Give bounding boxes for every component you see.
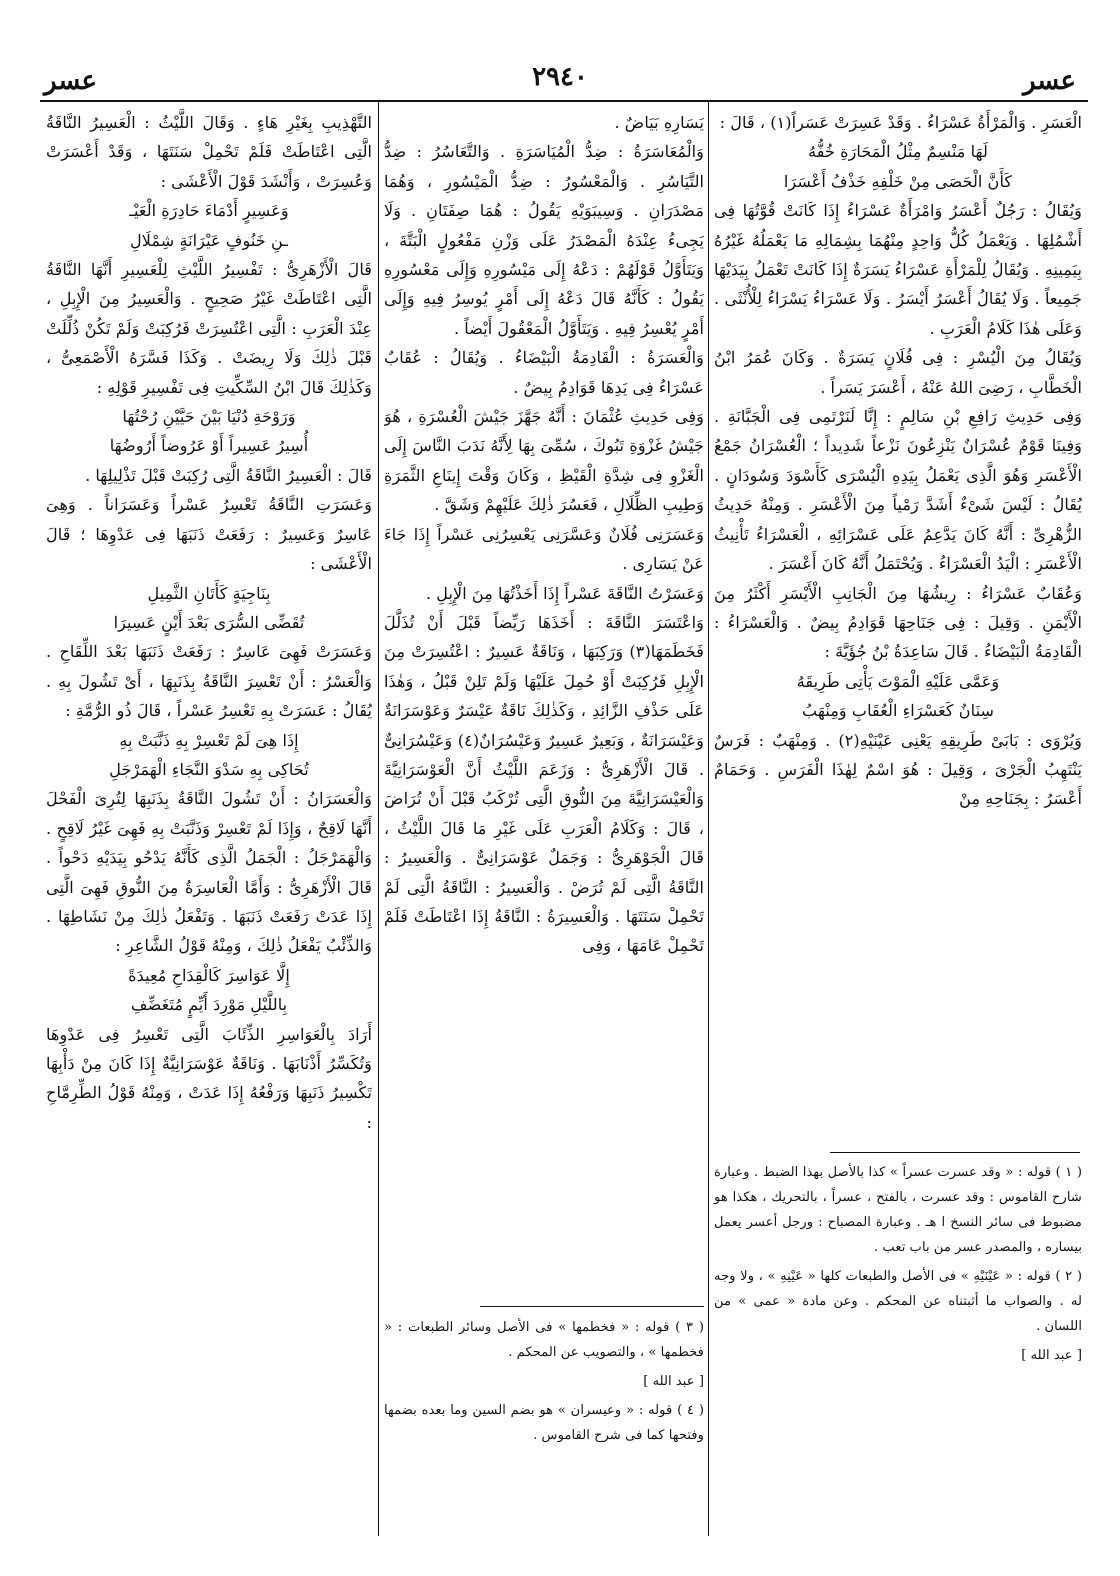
footnote-signature: [ عبد الله ] — [1021, 1348, 1082, 1363]
footnote: ( ٣ ) قوله : « فخطمها » فى الأصل وسائر الطبعات : « فخطمها » ، والتصويب عن المحكم . — [384, 1320, 704, 1360]
footnote-rule-right — [830, 1152, 1080, 1153]
paragraph: وَالْعَسَرَةُ : الْقَادِمَةُ الْبَيْضَاءُ . وَيُقَالُ : عُقَابٌ عَسْرَاءُ فِى يَدِهَا قَوَادِمُ بِيضٌ . — [384, 348, 704, 397]
column-divider-left — [378, 102, 379, 1536]
footnotes-right — [714, 1160, 1082, 1470]
column-left — [46, 108, 372, 1508]
page-number: ٢٩٤٠ — [532, 62, 588, 92]
paragraph: وَيُقَالُ مِنَ الْيُسْرِ : فِى فُلَانٍ يَسَرَةٌ . وَكَانَ عُمَرُ ابْنُ الْخَطَّابِ ، رَضِىَ اللهُ عَنْهُ ، أَعْسَرَ يَسَراً . — [714, 348, 1082, 397]
footnote-rule-middle — [480, 1306, 704, 1307]
paragraph: وَعَسَرْتُ النَّاقَةَ عَسْراً إِذَا أَخَذْتُهَا مِنَ الْإِبِلِ . — [425, 583, 704, 603]
header-rule — [40, 100, 1088, 102]
footnote: ( ٢ ) قوله : « عَيْنَيْهِ » فى الأصل والطبعات كلها « عَيْنِهِ » ، ولا وجه له . والصواب ما أثبتناه عن المحكم . وعن مادة « عمى » من اللسان . — [714, 1269, 1082, 1334]
poem-line: بِنَاجِيَةٍ كَأَتَانِ الثَّمِيلِ — [147, 583, 271, 603]
poem-line: لَهَا مَنْسِمٌ مِثْلُ الْمَحَارَةِ خُفُّهُ — [808, 142, 988, 162]
paragraph: وَعَسَرَتِ النَّاقَةُ تَعْسِرُ عَسْراً وَعَسَرَاناً . وَهِىَ عَاسِرٌ وَعَسِيرٌ : رَفَعَتْ ذَنَبَهَا فِى عَدْوِهَا ؛ قَالَ الْأَعْشَى : — [46, 495, 372, 574]
column-middle — [384, 108, 704, 1298]
header-left-word: عسر — [44, 66, 98, 96]
poem-line: بِاللَّيْلِ مَوْرِدَ أَيِّمٍ مُتَغَضِّفِ — [130, 995, 288, 1015]
poem-line: تُقَضِّى السُّرَى بَعْدَ أَيْنٍ عَسِيرَا — [113, 612, 305, 632]
column-divider-right — [708, 102, 709, 1536]
paragraph: قَالَ : الْعَسِيرُ النَّاقَةُ الَّتِى رُكِبَتْ قَبْلَ تَذْلِيلِهَا . — [85, 465, 372, 485]
poem-line: أُسِيرُ عَسِيراً أَوْ عَرُوضاً أَرُوضُهَا — [109, 436, 309, 456]
paragraph: وَعَسَرَتْ فَهِىَ عَاسِرٌ : رَفَعَتْ ذَنَبَهَا بَعْدَ اللِّقَاحِ . وَالْعَسْرُ : أَنْ تَعْسِرَ النَّاقَةُ بِذَنَبِهَا ، أَىْ تَشُولَ بِهِ . يُقَالُ : عَسَرَتْ بِهِ تَعْسِرُ عَسْراً ، قَالَ ذُو الرُّمَّةِ : — [46, 642, 372, 721]
paragraph: وَيُقَالُ : رَجُلٌ أَعْسَرُ وَامْرَأَةٌ عَسْرَاءُ إِذَا كَانَتْ قُوَّتُهَا فِى أَشْمُلِهَا . وَيَعْمَلُ كُلُّ وَاحِدٍ مِنْهُمَا بِشِمَالِهِ مَا يَعْمَلُهُ غَيْرُهُ بِيَمِينِهِ . وَيُقَالُ لِلْمَرْأَةِ عَسْرَاءُ يَسَرَةٌ إِذَا كَانَتْ تَعْمَلُ بِيَدَيْهَا جَمِيعاً . وَلَا يُقَالُ أَعْسَرُ أَيْسَرُ . وَلَا عَسْرَاءُ يَسْرَاءُ لِلْأُنْثَى . وَعَلَى هٰذَا كَلَامُ الْعَرَبِ . — [714, 201, 1082, 338]
footnotes-middle — [384, 1315, 704, 1465]
paragraph: الْعَسَرِ . وَالْمَرْأَةُ عَسْرَاءُ . وَقَدْ عَسِرَتْ عَسَراً(١) ، قَالَ : — [719, 113, 1082, 132]
column-right — [714, 108, 1082, 1138]
paragraph: وَفِى حَدِيثِ رَافِعِ بْنِ سَالِمٍ : إِنَّا لَنَرْتَمِى فِى الْجَبَّانَةِ . وَفِينَا قَوْمٌ عُسْرَانٌ يَنْزِعُونَ نَزْعاً شَدِيداً ؛ الْعُسْرَانُ جَمْعُ الْأَعْسَرِ وَهُوَ الَّذِى يَعْمَلُ بِيَدِهِ الْيُسْرَى كَأَسْوَدَ وَسُودَانٍ . يُقَالُ : لَيْسَ شَىْءٌ أَشَدَّ رَمْياً مِنَ الْأَعْسَرِ . وَمِنْهُ حَدِيثُ الزُّهْرِىِّ : أَنَّهُ كَانَ يَدَّعِمُ عَلَى عَسْرَائِهِ ، الْعَسْرَاءُ تَأْنِيثُ الْأَعْسَرِ : الْيَدُ الْعَسْرَاءُ . وَيُحْتَمَلُ أَنَّهُ كَانَ أَعْسَرَ . — [714, 407, 1082, 574]
paragraph: وَيُرْوَى : بَابَىْ طَرِيقِهِ يَعْنِى عَيْنَيْهِ(٢) . وَمِنْهَبٌ : فَرَسٌ يَنْتَهِبُ الْجَرْىَ ، وَقِيلَ : هُوَ اسْمٌ لِهٰذَا الْفَرَسِ . وَحَمَامٌ أَعْسَرُ : بِجَنَاحِهِ مِنْ — [714, 730, 1082, 809]
paragraph: وَعُقَابٌ عَسْرَاءُ : رِيشُهَا مِنَ الْجَانِبِ الْأَيْسَرِ أَكْثَرُ مِنَ الْأَيْمَنِ . وَقِيلَ : فِى جَنَاحِهَا قَوَادِمُ بِيضٌ . وَالْعَسْرَاءُ : الْقَادِمَةُ الْبَيْضَاءُ . قَالَ سَاعِدَةُ بْنُ جُؤَيَّةَ : — [714, 583, 1082, 662]
poem-line: إِلَّا عَوَاسِرَ كَالْقِدَاحِ مُعِيدَةً — [128, 965, 290, 985]
poem-line: إِذَا هِىَ لَمْ تَعْسِرْ بِهِ ذَنَّبَتْ بِهِ — [119, 730, 299, 750]
paragraph: وَفِى حَدِيثِ عُثْمَانَ : أَنَّهُ جَهَّزَ جَيْشَ الْعُسْرَةِ ، هُوَ جَيْشُ غَزْوَةِ تَبُوكَ ، سُمِّىَ بِهَا لِأَنَّهُ نَدَبَ النَّاسَ إِلَى الْغَزْوِ فِى شِدَّةِ الْقَيْظِ ، وَكَانَ وَقْتَ إِينَاعِ الثَّمَرَةِ وَطِيبِ الظِّلَالِ ، فَعَسُرَ ذٰلِكَ عَلَيْهِمْ وَشَقَّ . — [384, 407, 704, 515]
poem-line: سِنَانٌ كَعَسْرَاءِ الْعُقَابِ وَمِنْهَبُ — [801, 701, 995, 721]
paragraph: وَالْعَسَرَانُ : أَنْ تَشُولَ النَّاقَةُ بِذَنَبِهَا لِتُرِىَ الْفَحْلَ أَنَّهَا لَاقِحٌ ، وَإِذَا لَمْ تَعْسِرْ وَذَنَّبَتْ بِهِ فَهِىَ غَيْرُ لَاقِحٍ . وَالْهَمَرْجَلُ : الْجَمَلُ الَّذِى كَأَنَّهُ يَدْحُو بِيَدَيْهِ دَحْواً . قَالَ الْأَزْهَرِىُّ : وَأَمَّا الْعَاسِرَةُ مِنَ النُّوقِ فَهِىَ الَّتِى إِذَا عَدَتْ رَفَعَتْ ذَنَبَهَا . وَتَفْعَلُ ذٰلِكَ مِنْ نَشَاطِهَا . وَالذِّئْبُ يَفْعَلُ ذٰلِكَ ، وَمِنْهُ قَوْلُ الشَّاعِرِ : — [46, 789, 372, 956]
footnote-signature: [ عبد الله ] — [643, 1374, 704, 1389]
poem-line: تُحَاكِى بِهِ سَدْوَ النَّجَاءِ الْهَمَرْجَلِ — [109, 759, 309, 779]
poem-line: كَأَنَّ الْحَصَى مِنْ خَلْفِهِ خَذْفُ أَعْسَرَا — [783, 171, 1013, 191]
paragraph: أَرَادَ بِالْعَوَاسِرِ الذِّئَابَ الَّتِى تَعْسِرُ فِى عَدْوِهَا وَتُكَسِّرُ أَذْنَابَهَا . وَنَاقَةٌ عَوْسَرَانِيَّةٌ إِذَا كَانَ مِنْ دَأْبِهَا تَكْسِيرُ ذَنَبِهَا وَرَفْعُهُ إِذَا عَدَتْ ، وَمِنْهُ قَوْلُ الطِّرِمَّاحِ : — [46, 1024, 372, 1132]
paragraph: التَّهْذِيبِ بِغَيْرِ هَاءٍ . وَقَالَ اللَّيْثُ : الْعَسِيرُ النَّاقَةُ الَّتِى اعْتَاطَتْ فَلَمْ تَحْمِلْ سَنَتَهَا ، وَقَدْ أَعْسَرَتْ وَعُسِرَتْ ، وَأَنْشَدَ قَوْلَ الْأَعْشَى : — [46, 113, 372, 191]
poem-line: وَعَسِيرٍ أَدْمَاءَ حَادِرَةِ الْعَيْـ — [129, 201, 289, 221]
footnote: ( ١ ) قوله : « وقد عسرت عسراً » كذا بالأصل بهذا الضبط . وعبارة شارح القاموس : وقد عسرت ، بالفتح ، عسراً ، بالتحريك ، هكذا هو مضبوط فى سائر النسخ ا هـ . وعبارة المصباح : ورجل أعسر يعمل بيساره ، والمصدر عسر من باب تعب . — [714, 1165, 1082, 1255]
paragraph: وَالْمُعَاسَرَةُ : ضِدُّ الْمُيَاسَرَةِ . وَالتَّعَاسُرُ : ضِدُّ التَّيَاسُرِ . وَالْمَعْسُورُ : ضِدُّ الْمَيْسُورِ ، وَهُمَا مَصْدَرَانِ . وَسِيبَوَيْهِ يَقُولُ : هُمَا صِفَتَانِ . وَلَا يَجِىءُ عِنْدَهُ الْمَصْدَرُ عَلَى وَزْنِ مَفْعُولٍ الْبَتَّةَ ، وَيَتَأَوَّلُ قَوْلَهُمْ : دَعْهُ إِلَى مَيْسُورِهِ وَإِلَى مَعْسُورِهِ يَقُولُ : كَأَنَّهُ قَالَ دَعْهُ إِلَى أَمْرٍ يُوسِرُ فِيهِ وَإِلَى أَمْرٍ يُعْسِرُ فِيهِ . وَيَتَأَوَّلُ الْمَعْقُولَ أَيْضاً . — [384, 142, 704, 338]
poem-line: ـنِ خَنُوفٍ عَيْرَانَةٍ شِمْلَالِ — [129, 230, 289, 250]
paragraph: وَعَسَرَنِى فُلَانٌ وَعَسَّرَنِى يَعْسِرُنِى عَسْراً إِذَا جَاءَ عَنْ يَسَارِى . — [384, 524, 704, 574]
paragraph: وَاعْتَسَرَ النَّاقَةَ : أَخَذَهَا رَيِّضاً قَبْلَ أَنْ تُذَلَّلَ فَخَطَمَهَا(٣) وَرَكِبَهَا ، وَنَاقَةٌ عَسِيرٌ : اعْتُسِرَتْ مِنَ الْإِبِلِ فَرُكِبَتْ أَوْ حُمِلَ عَلَيْهَا وَلَمْ تَلِنْ قَبْلُ ، وَهٰذَا عَلَى حَذْفِ الزَّائِدِ ، وَكَذٰلِكَ نَاقَةٌ عَيْسَرٌ وَعَوْسَرَانَةٌ وَعَيْسَرَانَةٌ ، وَبَعِيرٌ عَسِيرٌ وَعَيْسُرَانٌ(٤) وَعَيْسُرَانِىٌّ . قَالَ الْأَزْهَرِىُّ : وَزَعَمَ اللَّيْثُ أَنَّ الْعَوْسَرَانِيَّةَ وَالْعَيْسَرَانِيَّةَ مِنَ النُّوقِ الَّتِى تُرْكَبُ قَبْلَ أَنْ تُرَاضَ ، قَالَ : وَكَلَامُ الْعَرَبِ عَلَى غَيْرِ مَا قَالَ اللَّيْثُ ، قَالَ الْجَوْهَرِىُّ : وَجَمَلٌ عَوْسَرَانِىٌّ . وَالْعَسِيرُ : النَّاقَةُ الَّتِى لَمْ تُرَضْ . وَالْعَسِيرُ : النَّاقَةُ الَّتِى لَمْ تَحْمِلْ سَنَتَهَا . وَالْعَسِيرَةُ : النَّاقَةُ إِذَا اعْتَاطَتْ فَلَمْ تَحْمِلْ عَامَهَا ، وَفِى — [384, 612, 704, 956]
page-header — [30, 62, 1090, 102]
poem-line: وَرَوْحَةِ دُنْيَا بَيْنَ حَيَّيْنِ رُحْتُهَا — [122, 407, 296, 427]
footnote: ( ٤ ) قوله : « وعيسران » هو بضم السين وما بعده بضمها وفتحها كما فى شرح القاموس . — [384, 1403, 704, 1443]
paragraph: قَالَ الْأَزْهَرِىُّ : تَفْسِيرُ اللَّيْثِ لِلْعَسِيرِ أَنَّهَا النَّاقَةُ الَّتِى اعْتَاطَتْ غَيْرُ صَحِيحٍ . وَالْعَسِيرُ مِنَ الْإِبِلِ ، عِنْدَ الْعَرَبِ : الَّتِى اعْتُسِرَتْ فَرُكِبَتْ وَلَمْ تَكُنْ ذُلِّلَتْ قَبْلَ ذٰلِكَ وَلَا رِيضَتْ . وَكَذَا فَسَّرَهُ الْأَصْمَعِىُّ ، وَكَذٰلِكَ قَالَ ابْنُ السِّكِّيتِ فِى تَفْسِيرِ قَوْلِهِ : — [46, 260, 372, 397]
paragraph: يَسَارِهِ بَيَاضٌ . — [614, 113, 704, 132]
poem-line: وَعَمَّى عَلَيْهِ الْمَوْتَ يَأْتِى طَرِيقَهُ — [796, 671, 1000, 691]
header-right-word: عسر — [1022, 66, 1076, 96]
